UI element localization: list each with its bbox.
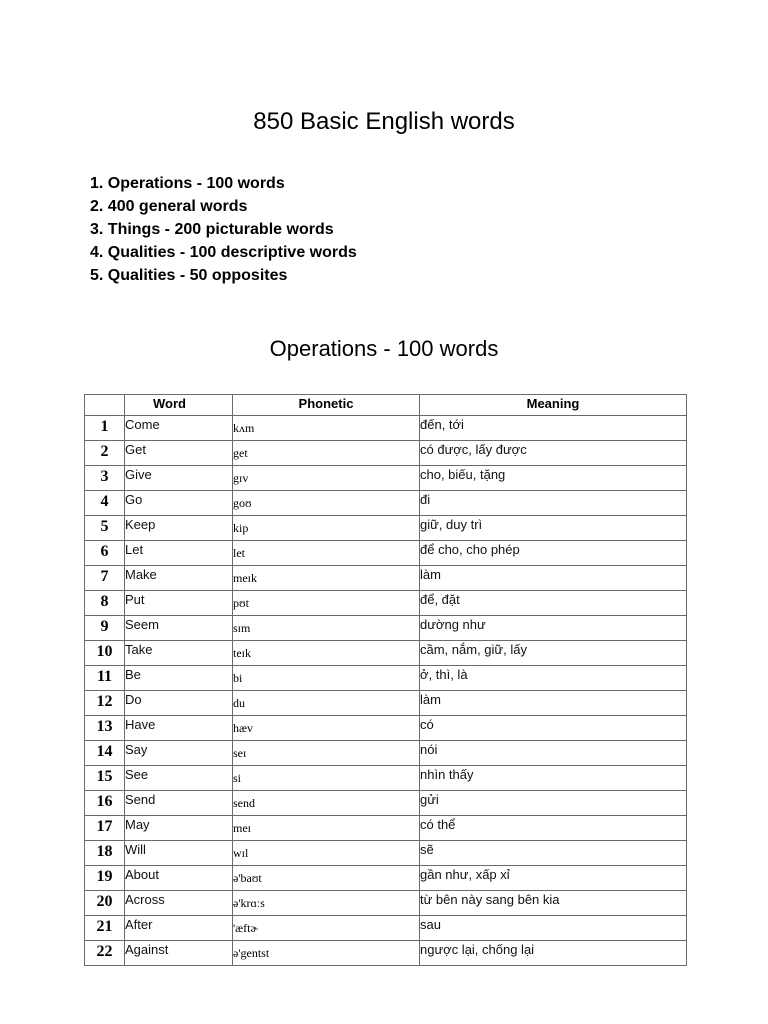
phonetic-cell: meɪ: [233, 816, 420, 841]
phonetic-cell: send: [233, 791, 420, 816]
table-row: [85, 866, 687, 891]
table-row: [85, 566, 687, 591]
row-number: 19: [85, 866, 125, 891]
row-number: 2: [85, 441, 125, 466]
toc-item: 4. Qualities - 100 descriptive words: [90, 244, 357, 261]
table-row: [85, 741, 687, 766]
table-row: [85, 666, 687, 691]
meaning-cell: gửi: [420, 791, 687, 816]
word-cell: Give: [125, 466, 233, 491]
row-number: 12: [85, 691, 125, 716]
word-cell: May: [125, 816, 233, 841]
word-cell: Take: [125, 641, 233, 666]
meaning-cell: nói: [420, 741, 687, 766]
table-row: [85, 491, 687, 516]
table-row: [85, 466, 687, 491]
table-row: [85, 691, 687, 716]
meaning-cell: đến, tới: [420, 416, 687, 441]
word-cell: Across: [125, 891, 233, 916]
phonetic-cell: seɪ: [233, 741, 420, 766]
meaning-cell: nhìn thấy: [420, 766, 687, 791]
toc-item: 1. Operations - 100 words: [90, 175, 285, 192]
table-row: [85, 941, 687, 966]
phonetic-cell: kʌm: [233, 416, 420, 441]
toc-item: 3. Things - 200 picturable words: [90, 221, 334, 238]
phonetic-cell: ə'krɑːs: [233, 891, 420, 916]
word-cell: Have: [125, 716, 233, 741]
header-meaning: Meaning: [420, 395, 687, 416]
row-number: 11: [85, 666, 125, 691]
meaning-cell: làm: [420, 691, 687, 716]
word-cell: Seem: [125, 616, 233, 641]
row-number: 8: [85, 591, 125, 616]
phonetic-cell: let: [233, 541, 420, 566]
meaning-cell: làm: [420, 566, 687, 591]
row-number: 5: [85, 516, 125, 541]
phonetic-cell: bi: [233, 666, 420, 691]
meaning-cell: để cho, cho phép: [420, 541, 687, 566]
phonetic-cell: meɪk: [233, 566, 420, 591]
word-cell: Against: [125, 941, 233, 966]
table-row: [85, 591, 687, 616]
phonetic-cell: sɪm: [233, 616, 420, 641]
row-number: 9: [85, 616, 125, 641]
table-row: [85, 766, 687, 791]
phonetic-cell: get: [233, 441, 420, 466]
meaning-cell: sẽ: [420, 841, 687, 866]
meaning-cell: có được, lấy được: [420, 441, 687, 466]
toc-item: 5. Qualities - 50 opposites: [90, 267, 288, 284]
row-number: 3: [85, 466, 125, 491]
phonetic-cell: pʊt: [233, 591, 420, 616]
meaning-cell: gần như, xấp xỉ: [420, 866, 687, 891]
word-cell: Go: [125, 491, 233, 516]
word-cell: Get: [125, 441, 233, 466]
table-row: [85, 516, 687, 541]
table-row: [85, 541, 687, 566]
row-number: 18: [85, 841, 125, 866]
meaning-cell: cho, biếu, tặng: [420, 466, 687, 491]
table-row: [85, 441, 687, 466]
word-cell: Send: [125, 791, 233, 816]
table-body: [85, 416, 687, 966]
header-phonetic: Phonetic: [233, 395, 420, 416]
table-header-row: [85, 395, 687, 416]
header-number: [85, 395, 125, 416]
word-cell: Keep: [125, 516, 233, 541]
toc-item: 2. 400 general words: [90, 198, 248, 215]
word-cell: Put: [125, 591, 233, 616]
row-number: 13: [85, 716, 125, 741]
phonetic-cell: goʊ: [233, 491, 420, 516]
row-number: 22: [85, 941, 125, 966]
phonetic-cell: du: [233, 691, 420, 716]
table-row: [85, 916, 687, 941]
table-row: [85, 791, 687, 816]
word-cell: Say: [125, 741, 233, 766]
meaning-cell: đi: [420, 491, 687, 516]
table-row: [85, 891, 687, 916]
phonetic-cell: kip: [233, 516, 420, 541]
meaning-cell: từ bên này sang bên kia: [420, 891, 687, 916]
phonetic-cell: ə'gentst: [233, 941, 420, 966]
phonetic-cell: hæv: [233, 716, 420, 741]
meaning-cell: ngược lại, chống lại: [420, 941, 687, 966]
table-row: [85, 816, 687, 841]
row-number: 10: [85, 641, 125, 666]
table-row: [85, 641, 687, 666]
table-row: [85, 416, 687, 441]
phonetic-cell: si: [233, 766, 420, 791]
meaning-cell: có: [420, 716, 687, 741]
word-cell: After: [125, 916, 233, 941]
meaning-cell: để, đặt: [420, 591, 687, 616]
word-cell: Be: [125, 666, 233, 691]
meaning-cell: có thể: [420, 816, 687, 841]
table-row: [85, 716, 687, 741]
word-cell: Come: [125, 416, 233, 441]
row-number: 4: [85, 491, 125, 516]
word-cell: Make: [125, 566, 233, 591]
word-cell: See: [125, 766, 233, 791]
meaning-cell: dường như: [420, 616, 687, 641]
table-row: [85, 616, 687, 641]
table-of-contents: [90, 174, 357, 289]
word-cell: Do: [125, 691, 233, 716]
row-number: 20: [85, 891, 125, 916]
phonetic-cell: wɪl: [233, 841, 420, 866]
word-cell: About: [125, 866, 233, 891]
phonetic-cell: ə'baʊt: [233, 866, 420, 891]
row-number: 6: [85, 541, 125, 566]
row-number: 7: [85, 566, 125, 591]
table-row: [85, 841, 687, 866]
meaning-cell: sau: [420, 916, 687, 941]
meaning-cell: giữ, duy trì: [420, 516, 687, 541]
header-word: Word: [125, 395, 233, 416]
phonetic-cell: 'æftɚ: [233, 916, 420, 941]
meaning-cell: ở, thì, là: [420, 666, 687, 691]
meaning-cell: cầm, nắm, giữ, lấy: [420, 641, 687, 666]
phonetic-cell: teɪk: [233, 641, 420, 666]
row-number: 21: [85, 916, 125, 941]
row-number: 1: [85, 416, 125, 441]
row-number: 17: [85, 816, 125, 841]
section-title: Operations - 100 words: [269, 336, 499, 362]
phonetic-cell: gɪv: [233, 466, 420, 491]
document-title: 850 Basic English words: [253, 108, 515, 136]
row-number: 16: [85, 791, 125, 816]
word-cell: Let: [125, 541, 233, 566]
row-number: 14: [85, 741, 125, 766]
word-table: [84, 394, 687, 966]
word-cell: Will: [125, 841, 233, 866]
row-number: 15: [85, 766, 125, 791]
